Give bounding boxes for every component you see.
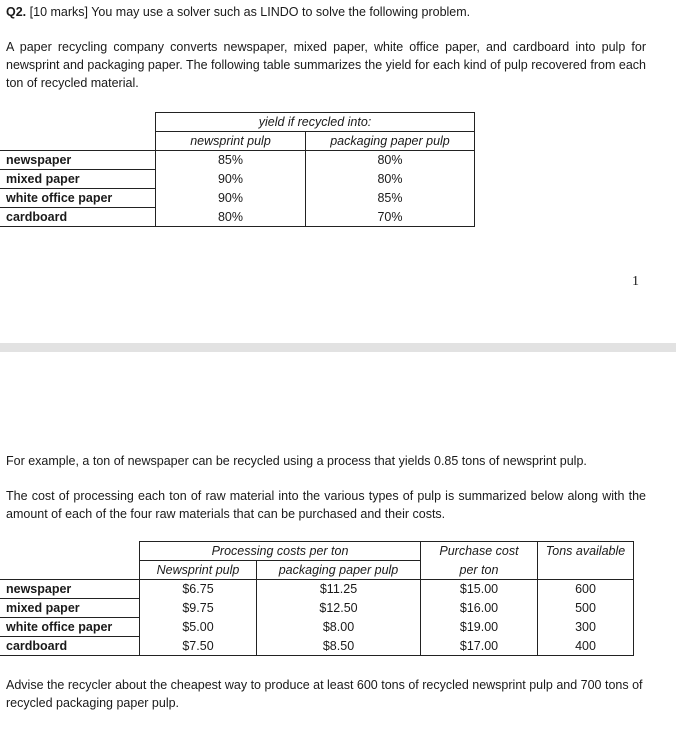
table-row	[0, 208, 475, 227]
yield-cell: 85%	[156, 151, 306, 170]
question-heading	[6, 3, 646, 21]
yield-cell: 80%	[156, 208, 306, 227]
yield-cell: 70%	[306, 208, 475, 227]
processing-group-header: Processing costs per ton	[140, 542, 421, 561]
yield-col-newsprint: newsprint pulp	[156, 132, 306, 151]
tons-cell: 400	[538, 637, 634, 656]
cost-cell: $12.50	[257, 599, 421, 618]
yield-cell: 90%	[156, 189, 306, 208]
table-row	[0, 170, 475, 189]
cost-cell: $6.75	[140, 580, 257, 599]
cost-intro-paragraph: The cost of processing each ton of raw material into the various types of pulp is summarized below along with the amount of each of the four raw materials that can be purchased and their costs.	[6, 489, 646, 521]
cost-cell: $11.25	[257, 580, 421, 599]
cost-table	[0, 541, 634, 656]
purchase-header-sub: per ton	[421, 561, 538, 580]
intro-paragraph: A paper recycling company converts newspaper, mixed paper, white office paper, and cardboard into pulp for newsprint and packaging paper. The following table summarizes the yield for each kind of pulp recovered from each ton of recycled material.	[6, 40, 646, 90]
yield-col-packaging: packaging paper pulp	[306, 132, 475, 151]
tons-cell: 500	[538, 599, 634, 618]
yield-group-header: yield if recycled into:	[156, 113, 475, 132]
table-row	[0, 637, 634, 656]
cost-cell: $8.00	[257, 618, 421, 637]
example-paragraph: For example, a ton of newspaper can be recycled using a process that yields 0.85 tons of newsprint pulp.	[6, 454, 587, 468]
material-label: cardboard	[0, 637, 140, 656]
cost-col-packaging: packaging paper pulp	[257, 561, 421, 580]
page-number: 1	[632, 274, 639, 289]
material-label: mixed paper	[0, 170, 156, 189]
cost-col-newsprint: Newsprint pulp	[140, 561, 257, 580]
question-number: Q2.	[6, 5, 27, 19]
yield-table	[0, 112, 475, 227]
yield-cell: 90%	[156, 170, 306, 189]
yield-cell: 85%	[306, 189, 475, 208]
purchase-cell: $17.00	[421, 637, 538, 656]
tons-cell: 300	[538, 618, 634, 637]
yield-cell: 80%	[306, 170, 475, 189]
cost-cell: $8.50	[257, 637, 421, 656]
material-label: mixed paper	[0, 599, 140, 618]
material-label: newspaper	[0, 580, 140, 599]
purchase-cell: $15.00	[421, 580, 538, 599]
material-label: newspaper	[0, 151, 156, 170]
material-label: white office paper	[0, 189, 156, 208]
yield-cell: 80%	[306, 151, 475, 170]
purchase-cell: $19.00	[421, 618, 538, 637]
purchase-header: Purchase cost	[421, 542, 538, 561]
cost-cell: $9.75	[140, 599, 257, 618]
tons-cell: 600	[538, 580, 634, 599]
material-label: cardboard	[0, 208, 156, 227]
table-row	[0, 618, 634, 637]
table-row	[0, 580, 634, 599]
page-break-divider	[0, 343, 676, 352]
cost-cell: $5.00	[140, 618, 257, 637]
purchase-cell: $16.00	[421, 599, 538, 618]
table-row	[0, 151, 475, 170]
table-row	[0, 189, 475, 208]
advice-paragraph: Advise the recycler about the cheapest way to produce at least 600 tons of recycled newsprint pulp and 700 tons of recycled packaging paper pulp.	[6, 678, 643, 710]
table-row	[0, 599, 634, 618]
cost-cell: $7.50	[140, 637, 257, 656]
material-label: white office paper	[0, 618, 140, 637]
tons-available-header: Tons available	[538, 542, 634, 561]
question-text: [10 marks] You may use a solver such as LINDO to solve the following problem.	[29, 5, 471, 19]
